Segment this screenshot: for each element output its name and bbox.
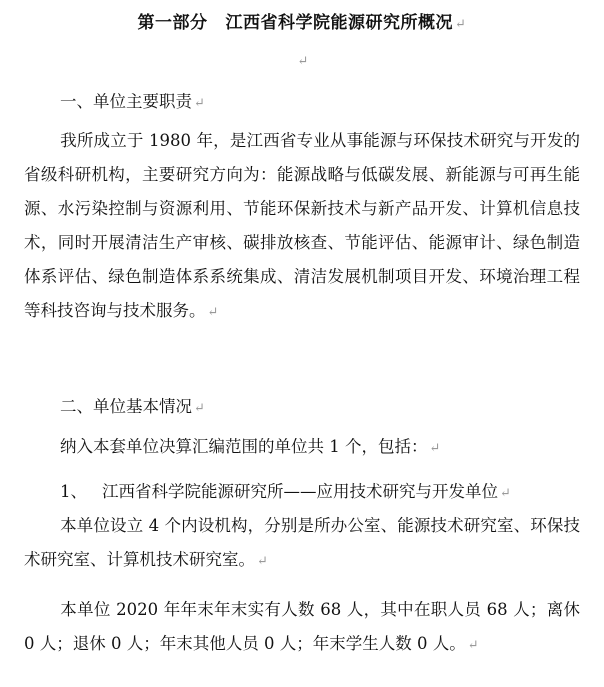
staff-paragraph: [24, 593, 580, 663]
list-item-number: 1、: [60, 482, 87, 501]
scope-intro-text: 纳入本套单位决算汇编范围的单位共 1 个，包括：: [60, 437, 428, 456]
scope-intro: [0, 433, 604, 457]
paragraph-mark-icon: ↵: [429, 441, 441, 456]
paragraph-mark-icon: ↵: [257, 554, 268, 569]
section-heading-basic-info: [0, 393, 604, 417]
paragraph-mark-icon: ↵: [467, 638, 479, 653]
paragraph-mark-icon: ↵: [500, 486, 511, 501]
unit-list-item: [0, 478, 604, 502]
section-heading-duties: [0, 88, 604, 112]
staff-paragraph-text: 本单位 2020 年年末年末实有人数 68 人，其中在职人员 68 人；离休 0 人；退休 0 人；年末其他人员 0 人；年末学生人数 0 人。: [24, 600, 580, 653]
paragraph-mark-icon: ↵: [207, 305, 219, 320]
paragraph-mark-icon: ↵: [297, 54, 309, 69]
setup-paragraph-text: 本单位设立 4 个内设机构，分别是所办公室、能源技术研究室、环保技术研究室、计算机技术研究室。: [24, 516, 580, 569]
list-item-text: 江西省科学院能源研究所——应用技术研究与开发单位: [102, 482, 498, 501]
section-heading-text: 二、单位基本情况: [60, 397, 192, 416]
paragraph-mark-icon: ↵: [194, 401, 205, 416]
section-heading-text: 一、单位主要职责: [60, 92, 192, 111]
setup-paragraph: [24, 509, 580, 579]
page-title: [0, 8, 604, 33]
duties-paragraph: [24, 124, 580, 330]
title-text: 江西省科学院能源研究所概况: [225, 13, 454, 33]
blank-line: [0, 50, 604, 69]
paragraph-mark-icon: ↵: [194, 96, 205, 111]
title-part: 第一部分: [137, 13, 208, 33]
paragraph-mark-icon: ↵: [455, 17, 467, 32]
duties-paragraph-text: 我所成立于 1980 年，是江西省专业从事能源与环保技术研究与开发的省级科研机构，主要研究方向为：能源战略与低碳发展、新能源与可再生能源、水污染控制与资源利用、节能环保新技术与新产品开发、计算机信息技术，同时开展清洁生产审核、碳排放核查、节能评估、能源审计、绿色制造体系评估、绿色制造体系系统集成、清洁发展机制项目开发、环境治理工程等科技咨询与技术服务。: [24, 131, 580, 320]
